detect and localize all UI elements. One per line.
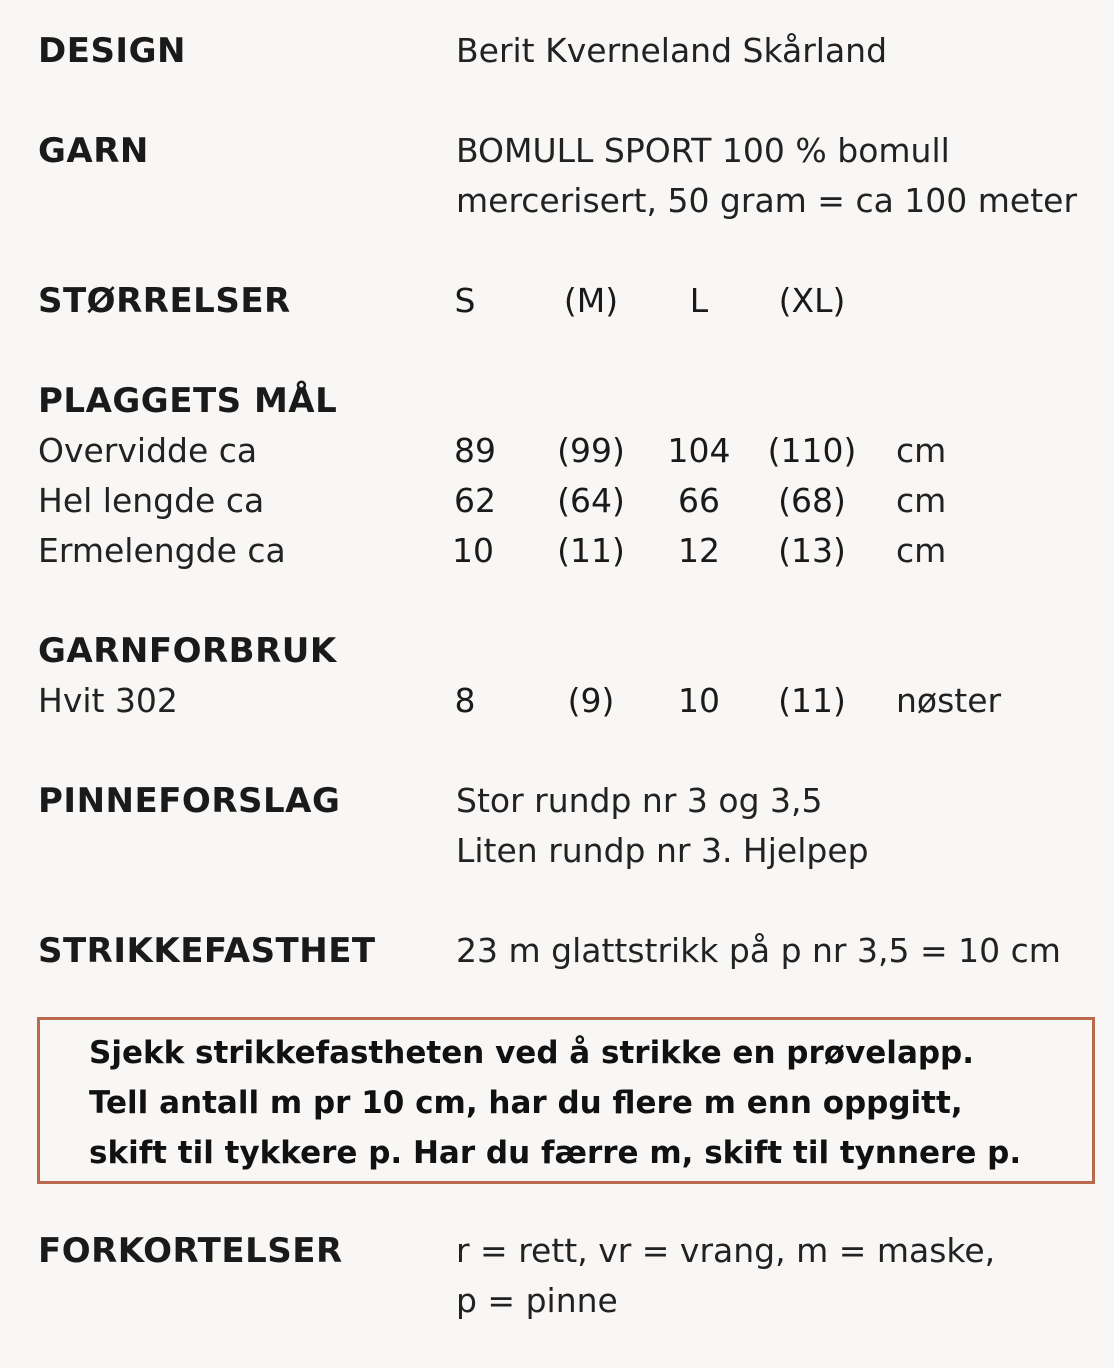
note-line-2: Tell antall m pr 10 cm, har du flere m enn oppgitt, bbox=[89, 1085, 963, 1121]
size-l: L bbox=[689, 281, 709, 320]
measure-value: 89 bbox=[454, 431, 496, 470]
measure-value: (11) bbox=[557, 531, 625, 570]
measure-row-name: Ermelengde ca bbox=[38, 531, 286, 570]
design-label: DESIGN bbox=[38, 31, 186, 71]
needles-label: PINNEFORSLAG bbox=[38, 781, 341, 821]
note-line-3: skift til tykkere p. Har du færre m, skift til tynnere p. bbox=[89, 1135, 1022, 1171]
measure-value: 62 bbox=[454, 481, 496, 520]
abbreviations-label: FORKORTELSER bbox=[38, 1231, 343, 1271]
yarn-usage-label: GARNFORBRUK bbox=[38, 631, 337, 671]
sizes-label: STØRRELSER bbox=[38, 281, 291, 321]
yarn-value: 8 bbox=[454, 681, 476, 720]
measure-row-name: Hel lengde ca bbox=[38, 481, 265, 520]
yarn-row-name: Hvit 302 bbox=[38, 681, 178, 720]
gauge-note-box bbox=[37, 1017, 1095, 1184]
measure-value: 66 bbox=[678, 481, 720, 520]
design-value: Berit Kverneland Skårland bbox=[456, 31, 888, 70]
measure-value: 10 bbox=[452, 531, 494, 570]
measure-unit: cm bbox=[896, 431, 947, 470]
measure-unit: cm bbox=[896, 531, 947, 570]
measure-value: (99) bbox=[557, 431, 625, 470]
abbreviations-line-1: r = rett, vr = vrang, m = maske, bbox=[456, 1231, 996, 1270]
measure-row-name: Overvidde ca bbox=[38, 431, 258, 470]
abbreviations-line-2: p = pinne bbox=[456, 1281, 618, 1320]
garn-line-2: mercerisert, 50 gram = ca 100 meter bbox=[456, 181, 1078, 220]
size-xl: (XL) bbox=[778, 281, 846, 320]
measure-value: 104 bbox=[667, 431, 731, 470]
measure-value: (68) bbox=[778, 481, 846, 520]
measurements-label: PLAGGETS MÅL bbox=[38, 381, 338, 421]
measure-unit: cm bbox=[896, 481, 947, 520]
yarn-unit: nøster bbox=[896, 681, 1002, 720]
note-line-1: Sjekk strikkefastheten ved å strikke en prøvelapp. bbox=[89, 1035, 975, 1071]
yarn-value: 10 bbox=[678, 681, 720, 720]
garn-line-1: BOMULL SPORT 100 % bomull bbox=[456, 131, 950, 170]
measure-value: (13) bbox=[778, 531, 846, 570]
yarn-value: (9) bbox=[567, 681, 615, 720]
gauge-value: 23 m glattstrikk på p nr 3,5 = 10 cm bbox=[456, 931, 1061, 970]
needles-line-2: Liten rundp nr 3. Hjelpep bbox=[456, 831, 869, 870]
yarn-value: (11) bbox=[778, 681, 846, 720]
measure-value: (110) bbox=[767, 431, 857, 470]
size-m: (M) bbox=[563, 281, 619, 320]
measure-value: (64) bbox=[557, 481, 625, 520]
size-s: S bbox=[454, 281, 476, 320]
gauge-label: STRIKKEFASTHET bbox=[38, 931, 376, 971]
garn-label: GARN bbox=[38, 131, 149, 171]
measure-value: 12 bbox=[678, 531, 720, 570]
needles-line-1: Stor rundp nr 3 og 3,5 bbox=[456, 781, 823, 820]
